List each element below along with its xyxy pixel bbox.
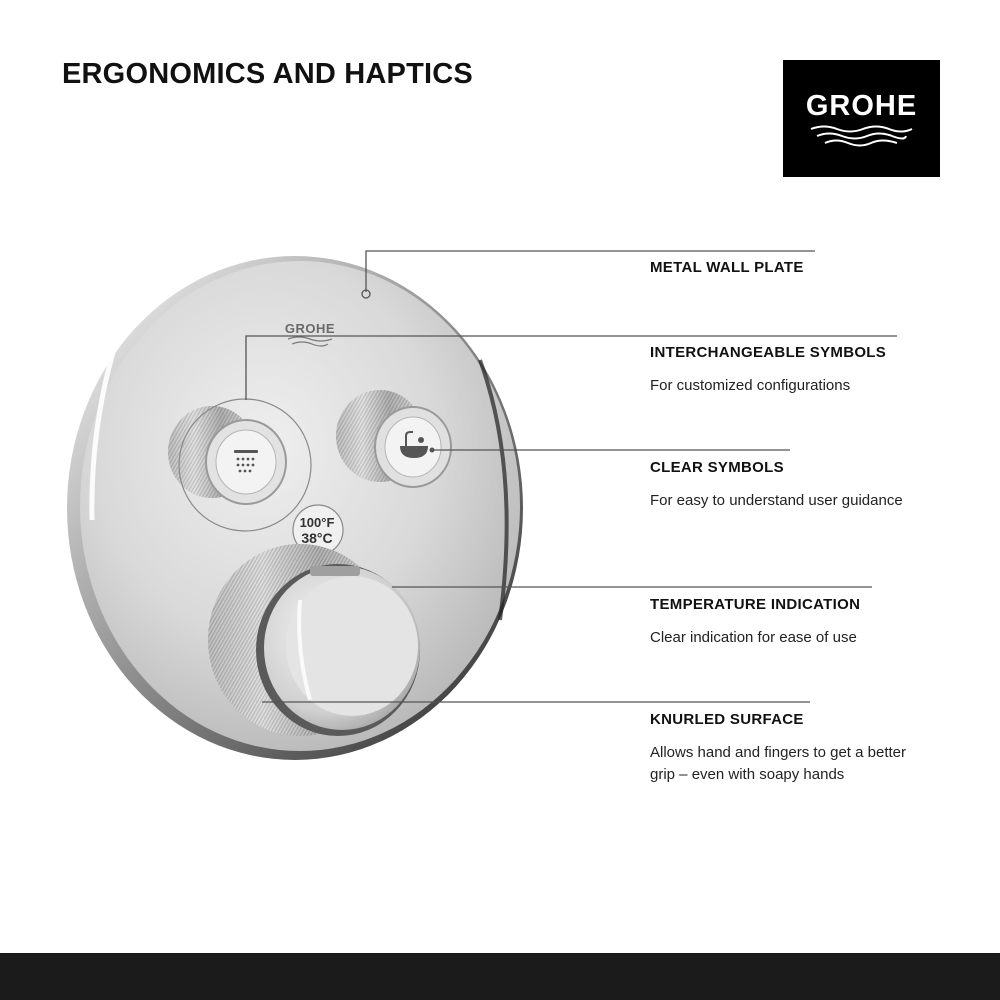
page-title: ERGONOMICS AND HAPTICS	[62, 58, 473, 90]
feature-description: Allows hand and fingers to get a better grip – even with soapy hands	[650, 744, 906, 783]
feature-temperature-indication	[650, 596, 970, 649]
feature-description: For easy to understand user guidance	[650, 492, 903, 509]
feature-title: KNURLED SURFACE	[650, 711, 804, 728]
feature-interchangeable-symbols	[650, 344, 970, 397]
feature-title: TEMPERATURE INDICATION	[650, 596, 861, 613]
feature-description: For customized configurations	[650, 377, 851, 394]
feature-title: METAL WALL PLATE	[650, 259, 804, 276]
logo-wordmark: GROHE	[805, 90, 918, 122]
feature-description: Clear indication for ease of use	[650, 629, 857, 646]
feature-title: CLEAR SYMBOLS	[650, 459, 784, 476]
temp-celsius: 38°C	[301, 530, 333, 546]
feature-clear-symbols	[650, 459, 970, 512]
feature-knurled-surface	[650, 711, 910, 786]
footer-bar	[0, 953, 1000, 1000]
plate-logo-text: GROHE	[284, 321, 336, 336]
temp-fahrenheit: 100°F	[299, 515, 335, 530]
feature-title: INTERCHANGEABLE SYMBOLS	[650, 344, 887, 361]
feature-metal-wall-plate	[650, 259, 970, 276]
